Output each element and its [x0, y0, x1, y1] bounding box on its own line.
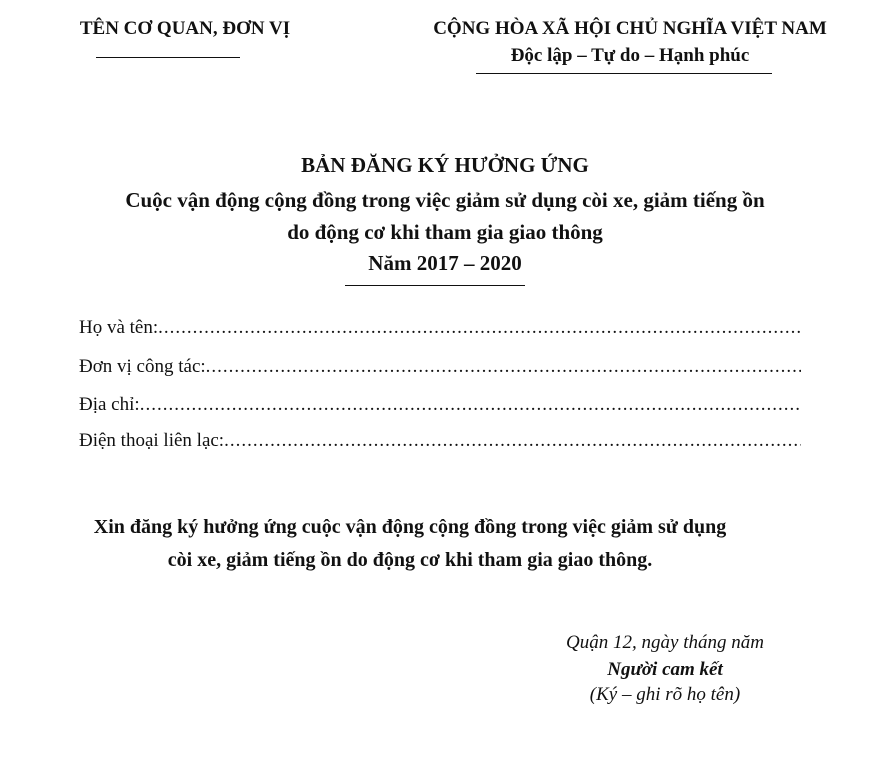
field-phone[interactable] — [79, 430, 801, 452]
national-motto: Độc lập – Tự do – Hạnh phúc — [510, 45, 750, 66]
motto-underline — [476, 73, 772, 74]
field-label: Họ và tên: — [79, 317, 159, 338]
signature-note: (Ký – ghi rõ họ tên) — [589, 684, 741, 705]
signature-place-date: Quận 12, ngày tháng năm — [566, 632, 764, 653]
fill-in-dots[interactable] — [206, 356, 801, 378]
fill-in-dots[interactable] — [158, 317, 801, 339]
field-full-name[interactable] — [79, 317, 801, 339]
field-label: Điện thoại liên lạc: — [79, 430, 225, 451]
request-line2: còi xe, giảm tiếng ồn do động cơ khi tham gia giao thông. — [167, 549, 653, 571]
national-title: CỘNG HÒA XÃ HỘI CHỦ NGHĨA VIỆT NAM — [433, 18, 827, 39]
signature-title: Người cam kết — [607, 659, 723, 680]
field-workplace[interactable] — [79, 356, 801, 378]
field-label: Địa chỉ: — [79, 394, 140, 415]
agency-name: TÊN CƠ QUAN, ĐƠN VỊ — [79, 18, 291, 39]
document-title: BẢN ĐĂNG KÝ HƯỞNG ỨNG — [301, 153, 589, 177]
request-line1: Xin đăng ký hưởng ứng cuộc vận động cộng đồng trong việc giảm sử dụng — [93, 516, 727, 538]
fill-in-dots[interactable] — [224, 430, 801, 452]
document-subtitle-line1: Cuộc vận động cộng đồng trong việc giảm sử dụng còi xe, giảm tiếng ồn — [125, 188, 765, 212]
agency-underline — [96, 57, 240, 58]
field-label: Đơn vị công tác: — [79, 356, 206, 377]
field-address[interactable] — [79, 394, 801, 416]
document-year: Năm 2017 – 2020 — [368, 251, 522, 275]
year-underline — [345, 285, 525, 286]
fill-in-dots[interactable] — [140, 394, 801, 416]
document-subtitle-line2: do động cơ khi tham gia giao thông — [287, 220, 603, 244]
